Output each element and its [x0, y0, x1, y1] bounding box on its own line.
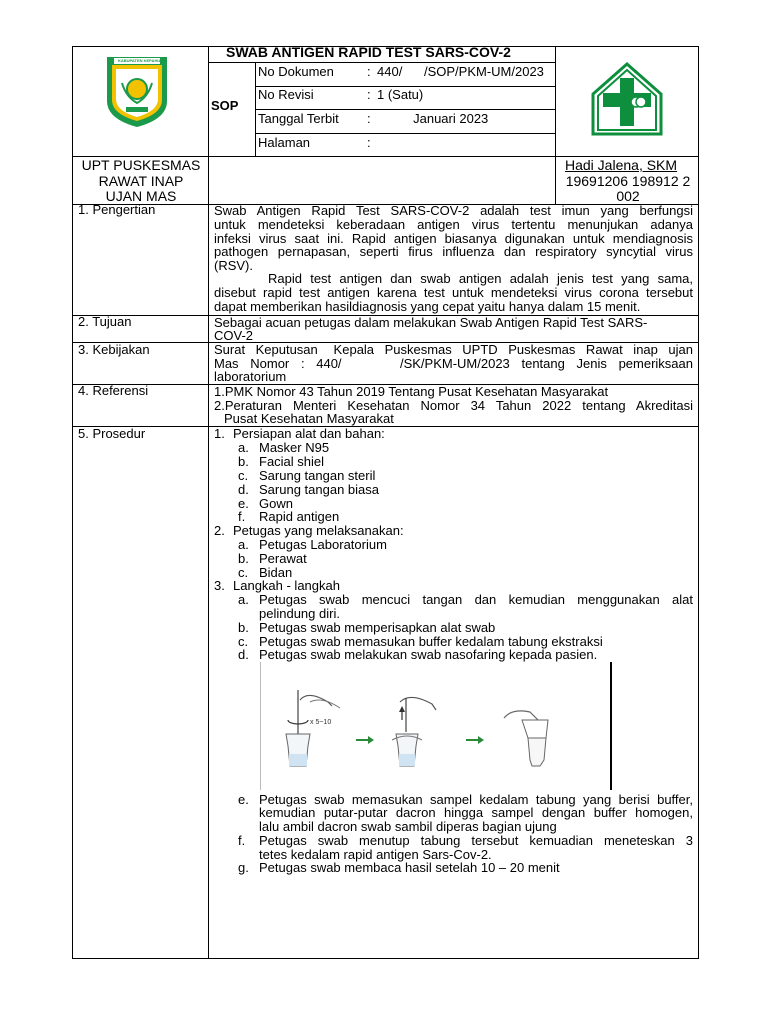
list-marker: c.	[238, 468, 249, 483]
section-label-pengertian: 1. Pengertian	[78, 202, 156, 217]
signer-name: Hadi Jalena, SKM	[565, 157, 678, 173]
section-label-tujuan: 2. Tujuan	[78, 314, 132, 329]
list-item: Masker N95	[259, 440, 330, 455]
step-title: Persiapan alat dan bahan:	[233, 426, 385, 441]
field-value-no-dokumen: 440/ /SOP/PKM-UM/2023	[377, 64, 544, 79]
row-divider-4	[72, 426, 699, 427]
list-item: Facial shiel	[259, 454, 325, 469]
kabupaten-logo: KABUPATEN KEPAHIANG	[104, 53, 170, 129]
list-marker: b.	[238, 551, 249, 566]
sop-label: SOP	[211, 98, 239, 113]
signer-nip-line1: 19691206 198912 2	[565, 173, 691, 189]
tujuan-line: COV-2	[214, 328, 254, 343]
list-item: tetes kedalam rapid antigen Sars-Cov-2.	[259, 847, 492, 862]
org-name-line3: UJAN MAS	[105, 188, 177, 204]
step-title: Langkah - langkah	[233, 578, 340, 593]
list-marker: c.	[238, 565, 249, 580]
list-item: Sarung tangan biasa	[259, 482, 379, 497]
list-item: Petugas swab menutup tabung tersebut kemuadian meneteskan 3	[259, 833, 693, 848]
list-marker: b.	[238, 620, 249, 635]
list-item: Petugas Laboratorium	[259, 537, 387, 552]
kebijakan-line: Mas Nomor : 440/ /SK/PKM-UM/2023 tentang Jenis pemeriksaan	[214, 356, 693, 371]
field-separator: :	[367, 111, 371, 126]
step-number: 2.	[214, 523, 225, 538]
pengertian-line: infeksi virus saat ini. Rapid antigen biasanya digunakan untuk mendiagnosis	[214, 231, 693, 246]
list-marker: f.	[238, 509, 246, 524]
list-item: Bidan	[259, 565, 293, 580]
list-item: Petugas swab melakukan swab nasofaring kepada pasien.	[259, 647, 598, 662]
tujuan-line: Sebagai acuan petugas dalam melakukan Swab Antigen Rapid Test SARS-	[214, 315, 648, 330]
field-divider-2	[255, 109, 555, 110]
sop-column-divider	[255, 62, 256, 157]
pengertian-line: Swab Antigen Rapid Test SARS-COV-2 adalah test imun yang berfungsi	[214, 203, 693, 218]
label-column-divider	[208, 46, 209, 959]
pengertian-line: dapat memberikan hasildiagnosis yang cepat yaitu hanya dalam 15 menit.	[214, 299, 641, 314]
list-marker: a.	[238, 440, 249, 455]
field-divider-3	[255, 133, 555, 134]
pengertian-line: untuk mendeteksi keberadaan antigen virus tertentu menunjukan adanya	[214, 217, 693, 232]
field-value-no-revisi: 1 (Satu)	[377, 87, 424, 102]
pengertian-line: disebut rapid test antigen karena test untuk mendeteksi virus corona tersebut	[214, 285, 693, 300]
list-marker: g.	[238, 860, 249, 875]
table-border-left	[72, 46, 73, 959]
list-item: Petugas swab membaca hasil setelah 10 – 20 menit	[259, 860, 560, 875]
field-label-halaman: Halaman	[258, 135, 311, 150]
svg-text:x 5~10: x 5~10	[310, 719, 332, 726]
list-item: Petugas swab memperisapkan alat swab	[259, 620, 496, 635]
pengertian-line: Rapid test antigen dan swab antigen adalah jenis test yang sama,	[268, 271, 693, 286]
list-marker: d.	[238, 482, 249, 497]
kebijakan-line: Surat Keputusan Kepala Puskesmas UPTD Puskesmas Rawat inap ujan	[214, 342, 693, 357]
document-title: SWAB ANTIGEN RAPID TEST SARS-COV-2	[226, 44, 511, 60]
list-item: lalu ambil dacron swab sambil diperas bagian ujung	[259, 819, 557, 834]
list-item: Petugas swab mencuci tangan dan kemudian menggunakan alat	[259, 592, 693, 607]
list-item: pelindung diri.	[259, 606, 340, 621]
field-label-tanggal-terbit: Tanggal Terbit	[258, 111, 339, 126]
field-value-tanggal-terbit: Januari 2023	[377, 111, 489, 126]
step-number: 3.	[214, 578, 225, 593]
list-marker: e.	[238, 496, 249, 511]
field-label-no-revisi: No Revisi	[258, 87, 314, 102]
referensi-line: Pusat Kesehatan Masyarakat	[224, 411, 394, 426]
list-marker: d.	[238, 647, 249, 662]
section-label-referensi: 4. Referensi	[78, 383, 149, 398]
field-separator: :	[367, 64, 371, 79]
list-item: Rapid antigen	[259, 509, 340, 524]
list-item: Petugas swab memasukan sampel kedalam tabung yang berisi buffer,	[259, 792, 693, 807]
list-marker: f.	[238, 833, 246, 848]
org-name-line1: UPT PUSKESMAS	[81, 157, 201, 173]
pengertian-line: (RSV).	[214, 258, 253, 273]
referensi-line: 2.Peraturan Menteri Kesehatan Nomor 34 Tahun 2022 tentang Akreditasi	[214, 398, 693, 413]
list-marker: b.	[238, 454, 249, 469]
kebijakan-line: laboratorium	[214, 369, 287, 384]
swab-procedure-illustration	[260, 662, 612, 790]
table-border-right	[698, 46, 699, 959]
field-separator: :	[367, 87, 371, 102]
pengertian-line: pathogen pernapasan, seperti firus influenza dan respiratory syncytial virus	[214, 244, 693, 259]
puskesmas-cross-logo	[590, 62, 664, 138]
section-label-prosedur: 5. Prosedur	[78, 426, 146, 441]
section-label-kebijakan: 3. Kebijakan	[78, 342, 150, 357]
field-label-no-dokumen: No Dokumen	[258, 64, 334, 79]
list-item: Perawat	[259, 551, 307, 566]
list-marker: a.	[238, 592, 249, 607]
table-border-bottom	[72, 958, 699, 959]
step-title: Petugas yang melaksanakan:	[233, 523, 404, 538]
step-number: 1.	[214, 426, 225, 441]
list-marker: c.	[238, 634, 249, 649]
list-marker: e.	[238, 792, 249, 807]
list-item: Sarung tangan steril	[259, 468, 376, 483]
title-underline	[208, 62, 555, 63]
org-name-line2: RAWAT INAP	[98, 173, 184, 189]
signer-nip-line2: 002	[616, 188, 640, 204]
referensi-line: 1.PMK Nomor 43 Tahun 2019 Tentang Pusat Kesehatan Masyarakat	[214, 384, 609, 399]
list-item: Petugas swab memasukan buffer kedalam tabung ekstraksi	[259, 634, 603, 649]
list-item: Gown	[259, 496, 293, 511]
list-marker: a.	[238, 537, 249, 552]
field-separator: :	[367, 135, 371, 150]
list-item: kemudian putar-putar dacron hingga sampel dengan buffer homogen,	[259, 805, 693, 820]
right-column-divider	[555, 46, 556, 205]
